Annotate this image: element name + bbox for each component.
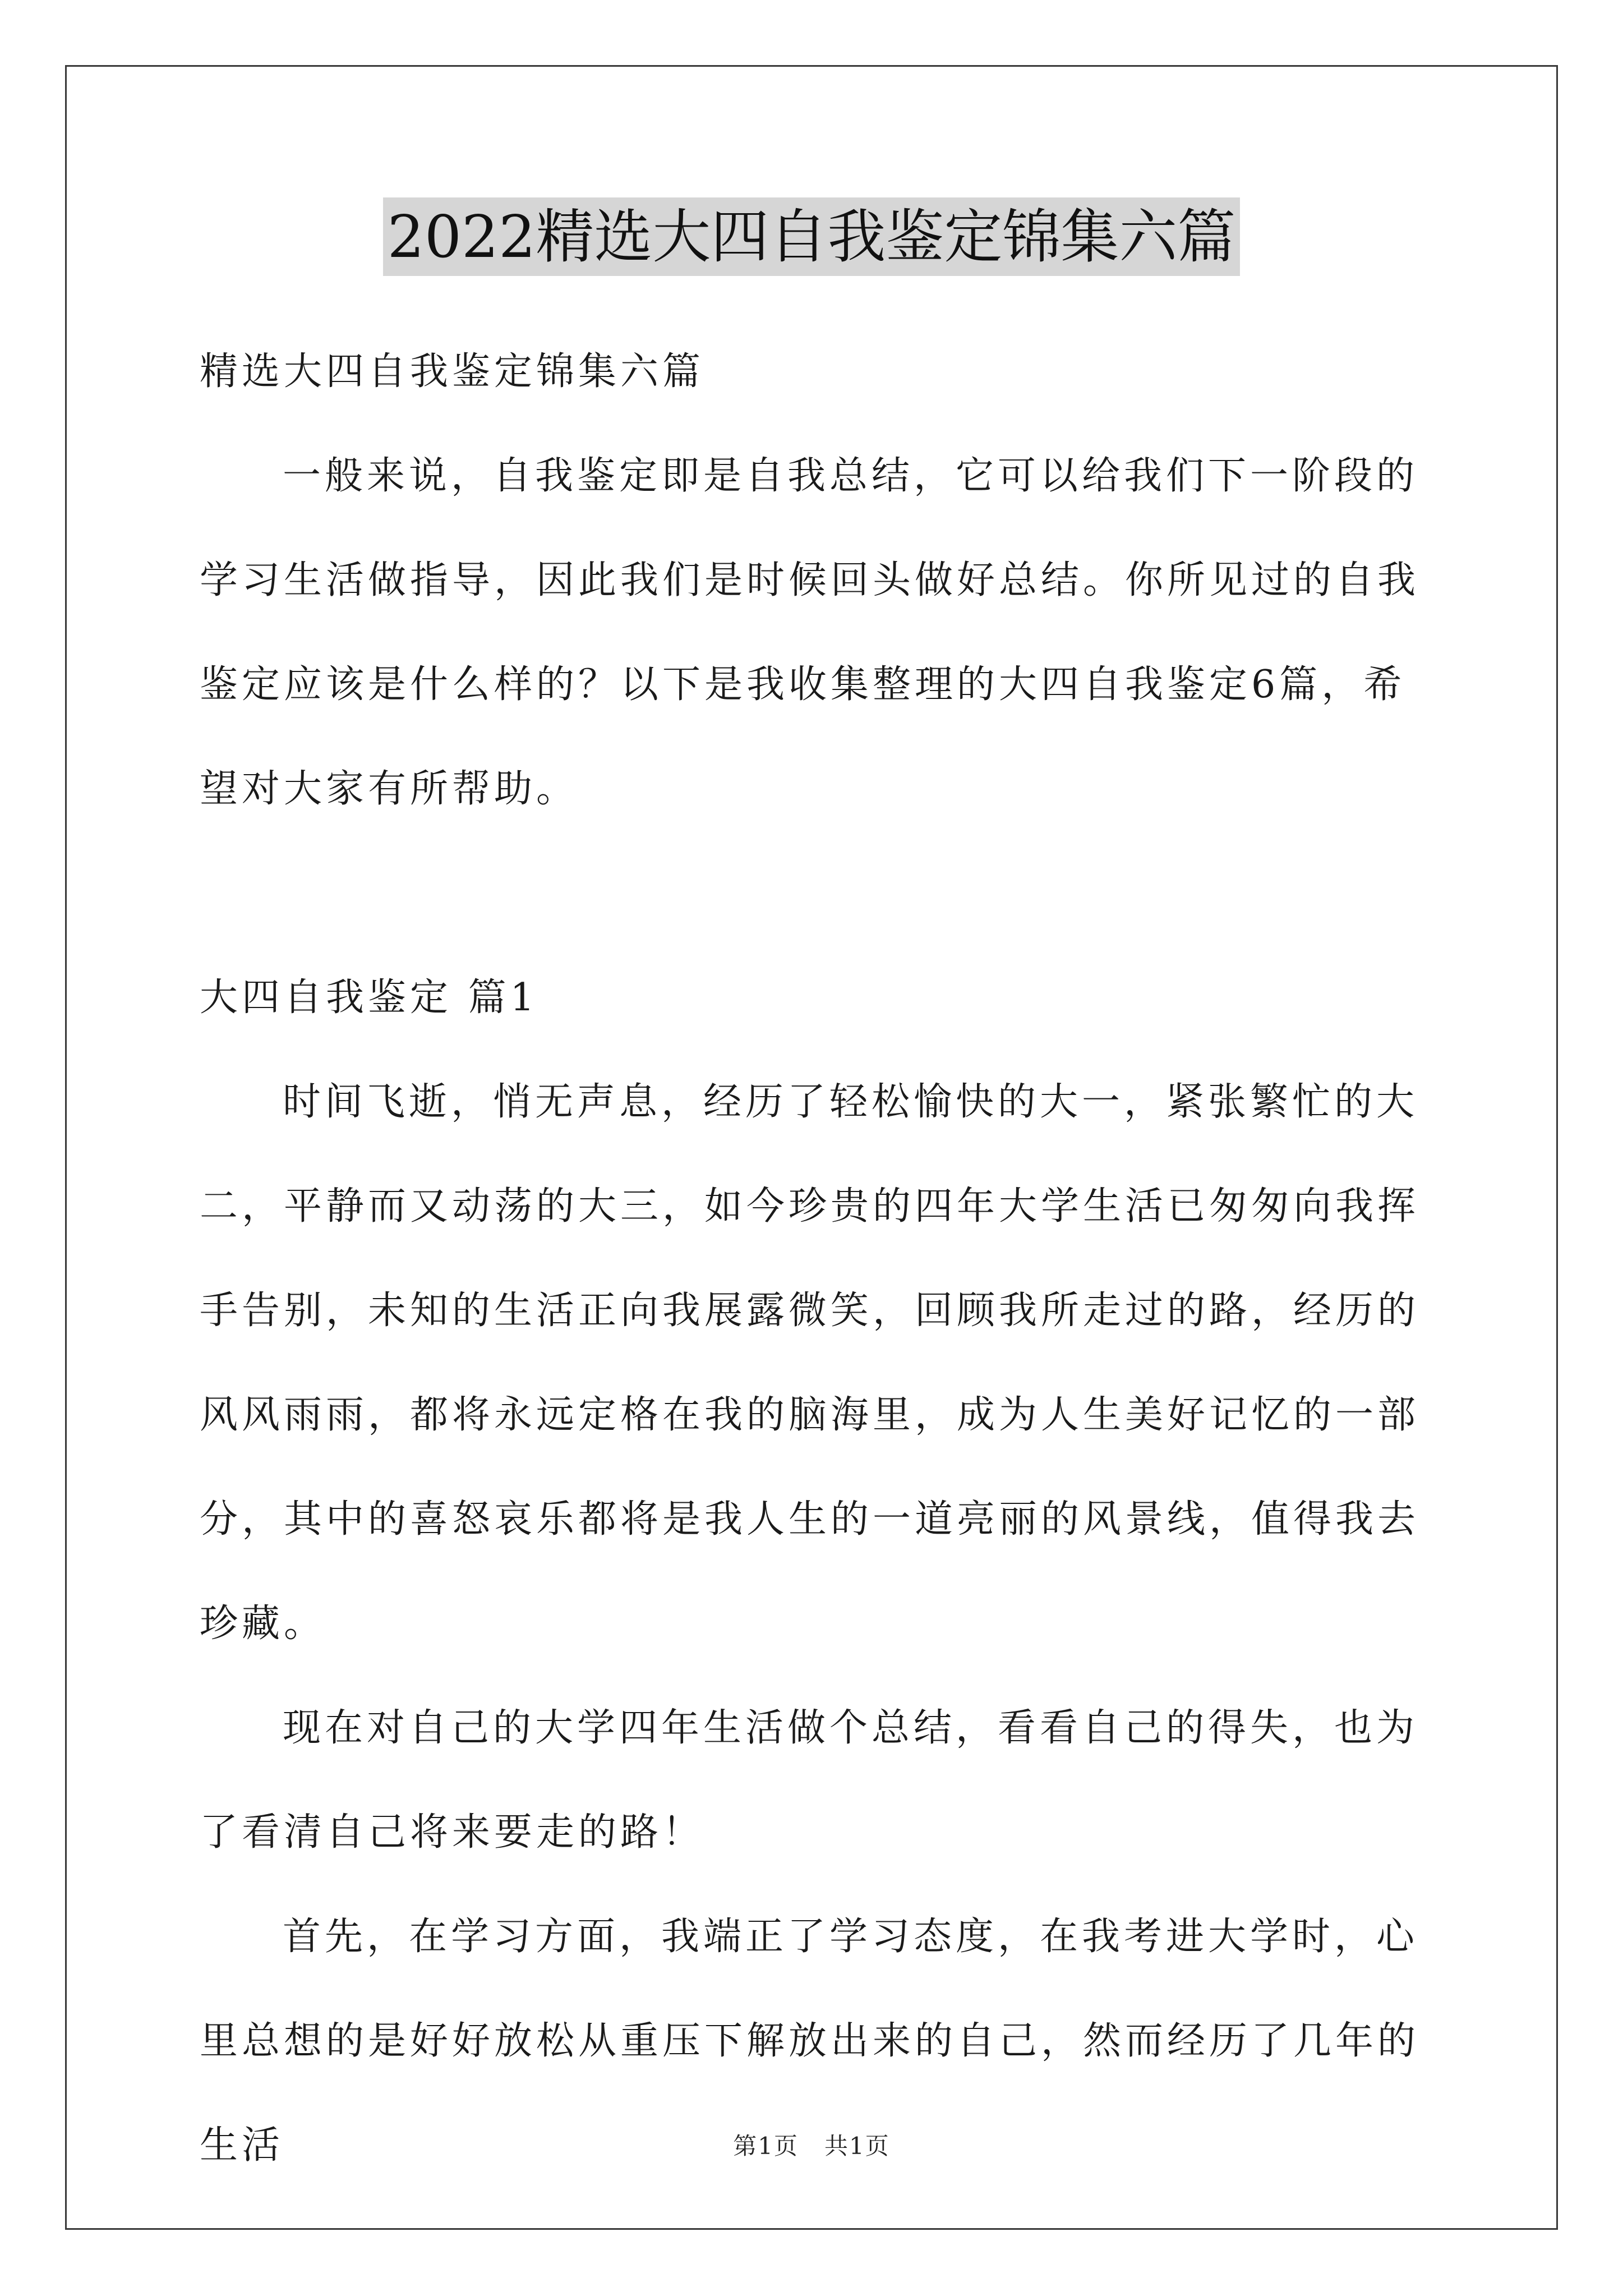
document-title-text: 2022精选大四自我鉴定锦集六篇 bbox=[383, 197, 1241, 276]
section-1-paragraph-1-tail: 珍藏。 bbox=[200, 1602, 326, 1646]
section-1-paragraph-1 bbox=[200, 1050, 1439, 1676]
document-subtitle: 精选大四自我鉴定锦集六篇 bbox=[200, 349, 705, 394]
page-total: 共1页 bbox=[824, 2132, 890, 2160]
document-body bbox=[200, 320, 1439, 2198]
section-1-paragraph-2 bbox=[200, 1676, 1439, 1885]
document-title bbox=[0, 197, 1623, 276]
section-1-paragraph-2-text: 现在对自己的大学四年生活做个总结，看看自己的得失，也为了看清自己将来要走的 bbox=[200, 1706, 1419, 1855]
intro-paragraph-tail: 助。 bbox=[494, 767, 579, 811]
section-1-heading: 大四自我鉴定 篇1 bbox=[200, 976, 538, 1020]
section-1-paragraph-3-tail: 生活 bbox=[200, 2123, 284, 2168]
section-1-paragraph-1-text: 时间飞逝，悄无声息，经历了轻松愉快的大一，紧张繁忙的大二，平静而又动荡的大三，如今珍贵的四年大学生活已匆匆向我挥手告别，未知的生活正向我展露微笑，回顾我所走过的路，经历的风风雨雨，都将永远定格在我的脑海里，成为人生美好记忆的一部分，其中的喜怒哀乐都将是我人生的一道亮丽的风景线，值得我去 bbox=[200, 1080, 1420, 1542]
section-1-paragraph-3-text: 首先，在学习方面，我端正了学习态度，在我考进大学时，心里总想的是好好放松从重压下解放出来的自己，然而经历了几年的 bbox=[200, 1915, 1420, 2063]
section-1-paragraph-2-tail: 路！ bbox=[620, 1810, 705, 1855]
section-spacer bbox=[200, 841, 1439, 946]
intro-paragraph-text: 一般来说，自我鉴定即是自我总结，它可以给我们下一阶段的学习生活做指导，因此我们是时候回头做好总结。你所见过的自我鉴定应该是什么样的？以下是我收集整理的大四自我鉴定6篇，希望对大家有所帮 bbox=[200, 454, 1420, 811]
page-number: 第1页 bbox=[733, 2132, 799, 2160]
page-footer bbox=[0, 2129, 1623, 2163]
intro-paragraph bbox=[200, 424, 1439, 841]
